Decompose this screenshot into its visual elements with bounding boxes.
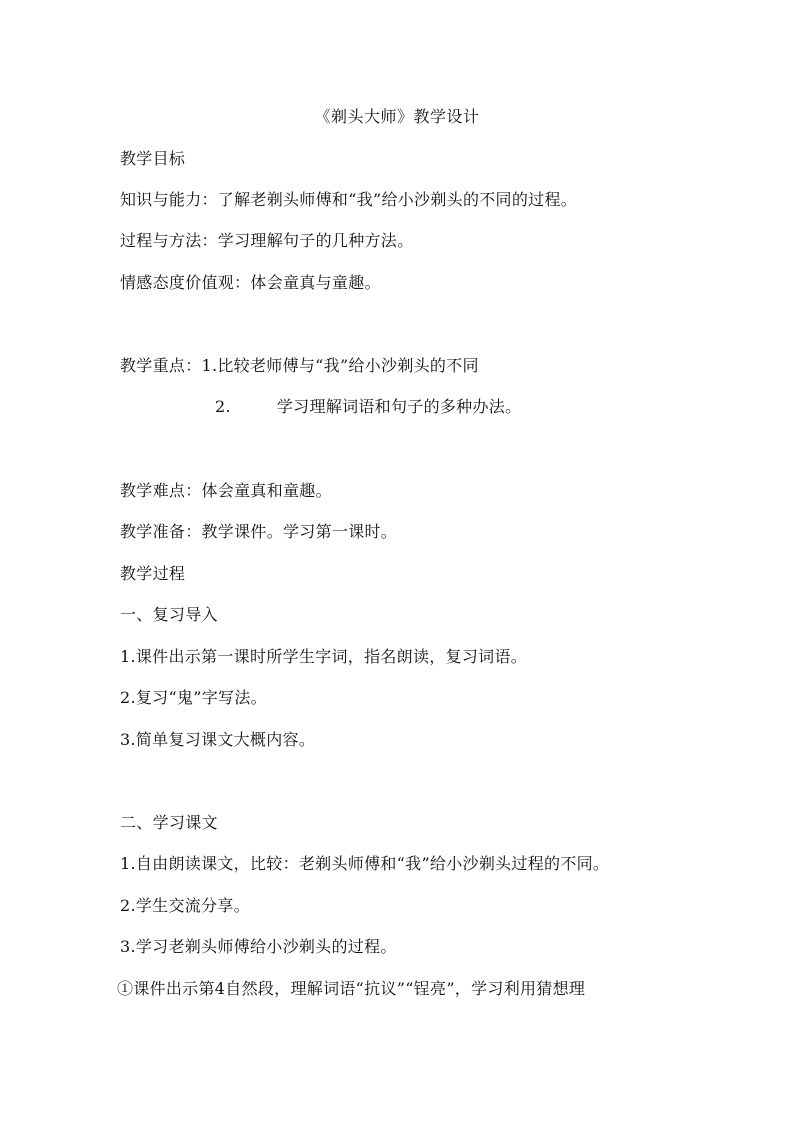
objective-knowledge: 知识与能力：了解老剃头师傅和“我”给小沙剃头的不同的过程。 bbox=[120, 190, 578, 209]
key-points-2-text: 学习理解词语和句子的多种办法。 bbox=[276, 397, 522, 416]
preparation-line: 教学准备：教学课件。学习第一课时。 bbox=[120, 522, 398, 541]
key-points-line-1: 教学重点：1.比较老师傅与“我”给小沙剃头的不同 bbox=[120, 356, 479, 375]
section2-heading: 二、学习课文 bbox=[120, 813, 218, 832]
section2-item-1: 1.自由朗读课文，比较：老剃头师傅和“我”给小沙剃头过程的不同。 bbox=[120, 854, 610, 873]
process-heading: 教学过程 bbox=[120, 564, 186, 583]
difficulty-line: 教学难点：体会童真和童趣。 bbox=[120, 481, 332, 500]
section1-item-3: 3.简单复习课文大概内容。 bbox=[120, 730, 316, 749]
section2-item-3-sub-1: ①课件出示第4自然段，理解词语“抗议”“锃亮”，学习利用猜想理 bbox=[117, 979, 586, 998]
key-points-2-number: 2. bbox=[215, 397, 231, 416]
key-points-line-2 bbox=[215, 397, 521, 417]
section1-item-2: 2.复习“鬼”字写法。 bbox=[120, 688, 267, 707]
objective-process: 过程与方法：学习理解句子的几种方法。 bbox=[120, 231, 414, 250]
section1-heading: 一、复习导入 bbox=[120, 605, 218, 624]
document-title: 《剃头大师》教学设计 bbox=[314, 107, 480, 126]
section1-item-1: 1.课件出示第一课时所学生字词，指名朗读，复习词语。 bbox=[120, 647, 528, 666]
objective-emotion: 情感态度价值观：体会童真与童趣。 bbox=[120, 273, 381, 292]
section2-item-2: 2.学生交流分享。 bbox=[120, 896, 250, 915]
objectives-heading: 教学目标 bbox=[120, 149, 186, 168]
section2-item-3: 3.学习老剃头师傅给小沙剃头的过程。 bbox=[120, 937, 397, 956]
